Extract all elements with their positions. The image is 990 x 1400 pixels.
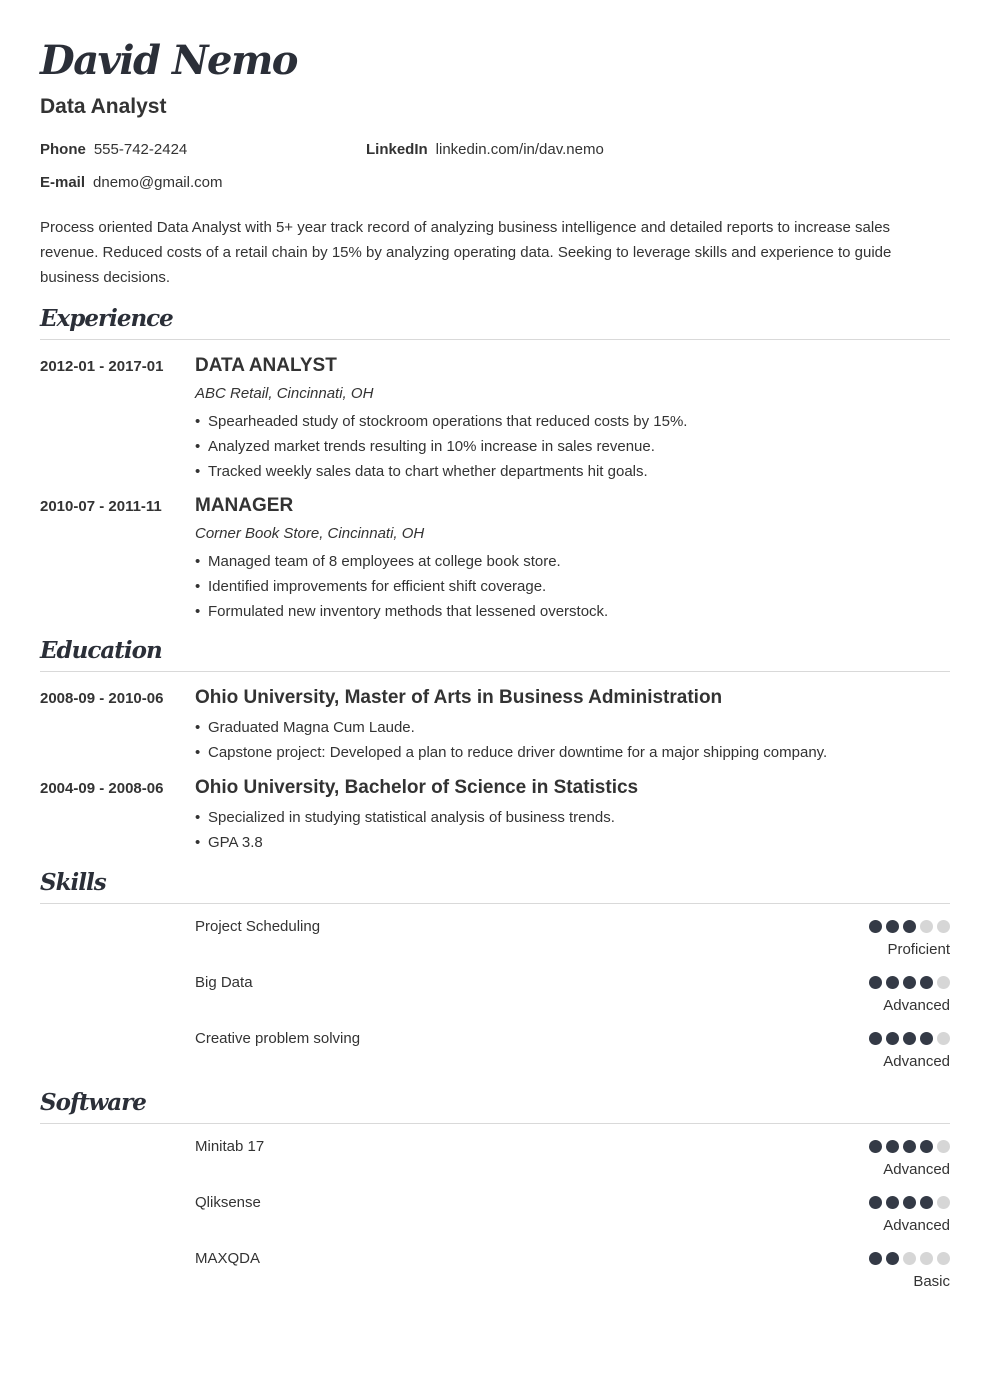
contact-email [40,173,222,193]
rating-dot-filled [886,1196,899,1209]
skill-name: Project Scheduling [195,918,321,935]
entry-title: MANAGER [195,495,294,516]
software-level: Advanced [883,1161,950,1178]
rating-dot-filled [903,1032,916,1045]
entry-date: 2004-09 - 2008-06 [40,780,164,797]
section-title-software: Software [40,1089,146,1116]
entry-content [195,776,950,855]
software-name: Qliksense [195,1194,261,1211]
rating-dot-filled [886,1140,899,1153]
software-row [195,1193,950,1243]
entry-title: DATA ANALYST [195,355,337,376]
linkedin-value: linkedin.com/in/dav.nemo [435,141,604,158]
entry-title: Ohio University, Master of Arts in Business Administration [195,687,723,708]
candidate-name: David Nemo [40,37,297,84]
skill-row [195,917,950,967]
bullet-item: • Specialized in studying statistical analysis of business trends. [195,805,950,830]
entry-organization: ABC Retail, Cincinnati, OH [195,385,374,402]
rating-dot-filled [869,976,882,989]
skill-rating-dots [869,976,950,990]
entry-date: 2008-09 - 2010-06 [40,690,164,707]
entry-date: 2010-07 - 2011-11 [40,498,162,515]
bullet-item: • Analyzed market trends resulting in 10% increase in sales revenue. [195,434,950,459]
phone-value: 555-742-2424 [93,141,188,158]
software-row [195,1249,950,1299]
rating-dot-filled [869,1032,882,1045]
skill-level: Advanced [883,997,950,1014]
bullet-item: • Identified improvements for efficient shift coverage. [195,574,950,599]
section-divider [40,339,950,340]
bullet-item: • Managed team of 8 employees at college book store. [195,549,950,574]
rating-dot-filled [869,1252,882,1265]
section-divider [40,903,950,904]
professional-summary: Process oriented Data Analyst with 5+ year track record of analyzing business intelligence and detailed reports to increase sales revenue. Reduced costs of a retail chain by 15% by analyzing operating data. Seeking to leverage skills and experience to guide business decisions. [40,219,892,286]
software-rating-dots [869,1140,950,1154]
rating-dot-empty [937,1196,950,1209]
bullet-item: • Capstone project: Developed a plan to reduce driver downtime for a major shipping company. [195,740,950,765]
entry-title: Ohio University, Bachelor of Science in Statistics [195,777,639,798]
email-label: E-mail [40,174,86,191]
skill-level: Proficient [887,941,950,958]
rating-dot-filled [920,1196,933,1209]
section-divider [40,671,950,672]
rating-dot-empty [903,1252,916,1265]
entry-content [195,494,950,624]
software-level: Basic [913,1273,950,1290]
rating-dot-filled [869,920,882,933]
entry-organization: Corner Book Store, Cincinnati, OH [195,525,425,542]
skill-row [195,1029,950,1079]
section-title-experience: Experience [40,305,173,332]
candidate-title: Data Analyst [40,95,167,118]
bullet-item: • Formulated new inventory methods that lessened overstock. [195,599,950,624]
entry-bullets [195,409,950,484]
rating-dot-filled [886,1032,899,1045]
linkedin-label: LinkedIn [366,141,428,158]
phone-label: Phone [40,141,86,158]
skill-rating-dots [869,1032,950,1046]
rating-dot-empty [920,1252,933,1265]
entry-bullets [195,549,950,624]
rating-dot-filled [869,1196,882,1209]
software-name: Minitab 17 [195,1138,265,1155]
rating-dot-empty [937,1252,950,1265]
rating-dot-empty [937,1032,950,1045]
rating-dot-empty [937,1140,950,1153]
rating-dot-filled [903,1196,916,1209]
bullet-item: • GPA 3.8 [195,830,950,855]
rating-dot-filled [920,1032,933,1045]
software-rating-dots [869,1196,950,1210]
software-level: Advanced [883,1217,950,1234]
entry-bullets [195,805,950,855]
section-title-education: Education [40,637,162,664]
entry-content [195,354,950,484]
software-name: MAXQDA [195,1250,261,1267]
skill-level: Advanced [883,1053,950,1070]
rating-dot-filled [903,1140,916,1153]
email-value: dnemo@gmail.com [93,174,223,191]
rating-dot-filled [920,976,933,989]
rating-dot-empty [937,976,950,989]
skill-name: Creative problem solving [195,1030,361,1047]
rating-dot-filled [886,1252,899,1265]
bullet-item: • Spearheaded study of stockroom operations that reduced costs by 15%. [195,409,950,434]
rating-dot-filled [886,920,899,933]
skill-rating-dots [869,920,950,934]
skill-name: Big Data [195,974,253,991]
contact-phone [40,140,187,160]
entry-content [195,686,950,765]
software-row [195,1137,950,1187]
entry-date: 2012-01 - 2017-01 [40,358,164,375]
bullet-item: • Tracked weekly sales data to chart whether departments hit goals. [195,459,950,484]
software-rating-dots [869,1252,950,1266]
rating-dot-empty [937,920,950,933]
bullet-item: • Graduated Magna Cum Laude. [195,715,950,740]
contact-linkedin [366,140,604,160]
entry-bullets [195,715,950,765]
rating-dot-filled [903,920,916,933]
section-title-skills: Skills [40,869,106,896]
rating-dot-filled [886,976,899,989]
skill-row [195,973,950,1023]
section-divider [40,1123,950,1124]
rating-dot-filled [920,1140,933,1153]
rating-dot-filled [903,976,916,989]
rating-dot-filled [869,1140,882,1153]
rating-dot-empty [920,920,933,933]
